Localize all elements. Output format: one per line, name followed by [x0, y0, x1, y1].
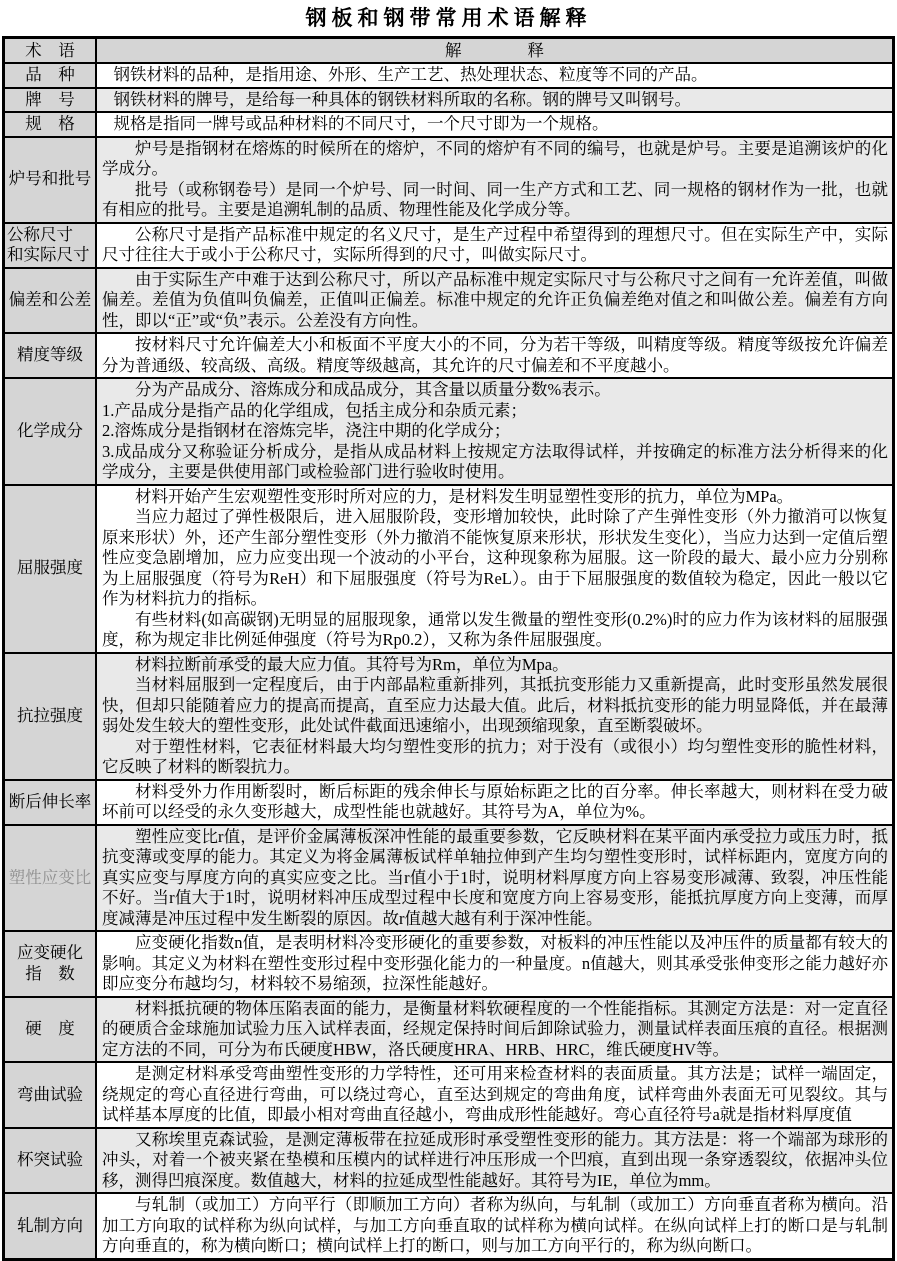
term-cell — [4, 63, 97, 88]
term-cell — [4, 378, 97, 485]
table-row — [4, 88, 894, 113]
term-line: 公称尺寸 — [7, 224, 73, 244]
table-row — [4, 653, 894, 780]
explanation-paragraph: 公称尺寸是指产品标准中规定的名义尺寸，是生产过程中希望得到的理想尺寸。但在实际生产中，实际尺寸往往大于或小于公称尺寸，实际所得到的尺寸，叫做实际尺寸。 — [102, 224, 888, 264]
term-line: 屈服强度 — [17, 558, 83, 578]
term-cell — [4, 485, 97, 653]
explanation-paragraph: 材料受外力作用断裂时，断后标距的残余伸长与原始标距之比的百分率。伸长率越大，则材料在受力破坏前可以经受的永久变形越大，成型性能也就越好。其符号为A，单位为%。 — [102, 781, 888, 821]
explanation-cell — [96, 1193, 894, 1259]
explanation-paragraph: 钢铁材料的牌号，是给每一种具体的钢铁材料所取的名称。钢的牌号又叫钢号。 — [113, 89, 692, 109]
document-page — [0, 5, 897, 1261]
explanation-paragraph: 应变硬化指数n值，是表明材料冷变形硬化的重要参数，对板料的冲压性能以及冲压件的质量都有较大的影响。其定义为材料在塑性变形过程中变形强化能力的一种量度。n值越大，则其承受张伸变形之能力越好亦即应变分布越均匀，材料较不易缩颈，拉深性能越好。 — [102, 933, 888, 993]
table-row — [4, 1193, 894, 1259]
term-line: 化学成分 — [17, 421, 83, 440]
explanation-paragraph: 批号（或称钢卷号）是同一个炉号、同一时间、同一生产方式和工艺、同一规格的钢材作为一批，也就有相应的批号。主要是追溯轧制的品质、物理性能及化学成分等。 — [102, 179, 888, 219]
explanation-paragraph: 钢铁材料的品种，是指用途、外形、生产工艺、热处理状态、粒度等不同的产品。 — [113, 65, 708, 84]
term-cell — [4, 223, 97, 268]
explanation-paragraph: 按材料尺寸允许偏差大小和板面不平度大小的不同，分为若干等级，叫精度等级。精度等级按允许偏差分为普通级、较高级、高级。精度等级越高，其允许的尺寸偏差和不平度越小。 — [102, 335, 888, 375]
explanation-cell — [96, 378, 894, 485]
explanation-paragraph: 又称埃里克森试验，是测定薄板带在拉延成形时承受塑性变形的能力。其方法是：将一个端部为球形的冲头，对着一个被夹紧在垫模和压模内的试样进行冲压形成一个凹痕，直到出现一条穿透裂纹，依据冲头位移，测得凹痕深度。数值越大，材料的拉延成型性能越好。其符号为IE，单位为mm。 — [102, 1129, 888, 1190]
explanation-paragraph: 2.溶炼成分是指钢材在溶炼完毕，浇注中期的化学成分； — [102, 421, 511, 440]
explanation-paragraph: 材料拉断前承受的最大应力值。其符号为Rm，单位为Mpa。 — [135, 654, 569, 674]
page-title: 钢板和钢带常用术语解释 — [305, 6, 592, 30]
table-row — [4, 378, 894, 485]
explanation-paragraph: 是测定材料承受弯曲塑性变形的力学特性，还可用来检查材料的表面质量。其方法是；试样一端固定，绕规定的弯心直径进行弯曲，可以绕过弯心，直至达到规定的弯曲角度，试样弯曲外表面无可见裂纹。其与试样基本厚度的比值，即最小相对弯曲直径越小，弯曲成形性能越好。弯心直径符号a就是指材料厚度值 — [102, 1064, 888, 1124]
term-cell — [4, 1062, 97, 1128]
header-row — [4, 38, 894, 64]
explanation-paragraph: 塑性应变比r值，是评价金属薄板深冲性能的最重要参数，它反映材料在某平面内承受拉力或压力时，抵抗变薄或变厚的能力。其定义为将金属薄板试样单轴拉伸到产生均匀塑性变形时，试样标距内，宽度方向的真实应变与厚度方向的真实应变之比。当r值小于1时，说明材料厚度方向上容易变形减薄、致裂，冲压性能不好。当r值大于1时，说明材料冲压成型过程中长度和宽度方向上容易变形，能抵抗厚度方向上变薄，而厚度减薄是冲压过程中发生断裂的原因。故r值越大越有利于深冲性能。 — [102, 826, 888, 928]
explanation-paragraph: 分为产品成分、溶炼成分和成品成分，其含量以质量分数%表示。 — [135, 380, 611, 399]
explanation-paragraph: 与轧制（或加工）方向平行（即顺加工方向）者称为纵向，与轧制（或加工）方向垂直者称为横向。沿加工方向取的试样称为纵向试样，与加工方向垂直取的试样称为横向试样。在纵向试样上打的断口是与轧制方向垂直的，称为横向断口；横向试样上打的断口，则与加工方向平行的，称为纵向断口。 — [102, 1195, 888, 1255]
term-cell — [4, 825, 97, 932]
term-cell — [4, 653, 97, 780]
explanation-cell — [96, 931, 894, 997]
table-row — [4, 1062, 894, 1128]
term-line: 抗拉强度 — [17, 705, 83, 725]
term-line: 应变硬化 — [17, 943, 83, 963]
explanation-cell — [96, 653, 894, 780]
table-row — [4, 137, 894, 223]
explanation-paragraph: 材料抵抗硬的物体压陷表面的能力，是衡量材料软硬程度的一个性能指标。其测定方法是：对一定直径的硬质合金球施加试验力压入试样表面，经规定保持时间后卸除试验力，测量试样表面压痕的直径。根据测定方法的不同，可分为布氏硬度HBW，洛氏硬度HRA、HRB、HRC，维氏硬度HV等。 — [102, 998, 888, 1059]
explanation-paragraph: 对于塑性材料，它表征材料最大均匀塑性变形的抗力；对于没有（或很小）均匀塑性变形的脆性材料，它反映了材料的断裂抗力。 — [102, 736, 888, 776]
term-cell — [4, 333, 97, 378]
term-line: 硬 度 — [25, 1019, 75, 1038]
explanation-cell — [96, 223, 894, 268]
term-line: 塑性应变比 — [8, 867, 92, 887]
term-line: 断后伸长率 — [8, 791, 92, 811]
term-line: 规 格 — [25, 114, 75, 133]
explanation-cell — [96, 1128, 894, 1194]
terms-table — [2, 36, 895, 1261]
explanation-cell — [96, 137, 894, 223]
term-cell — [4, 1128, 97, 1194]
term-line: 轧制方向 — [17, 1215, 83, 1235]
explanation-cell — [96, 825, 894, 932]
table-row — [4, 1128, 894, 1194]
term-cell — [4, 112, 97, 137]
explanation-paragraph: 当材料屈服到一定程度后，由于内部晶粒重新排列，其抵抗变形能力又重新提高，此时变形虽然发展很快，但却只能随着应力的提高而提高，直至应力达最大值。此后，材料抵抗变形的能力明显降低，并在最薄弱处发生较大的塑性变形，此处试件截面迅速缩小，出现颈缩现象，直至断裂破坏。 — [102, 675, 888, 735]
table-row — [4, 780, 894, 825]
explanation-cell — [96, 780, 894, 825]
term-cell — [4, 1193, 97, 1259]
explanation-cell — [96, 63, 894, 88]
explanation-paragraph: 由于实际生产中难于达到公称尺寸，所以产品标准中规定实际尺寸与公称尺寸之间有一允许差值，叫做偏差。差值为负值叫负偏差，正值叫正偏差。标准中规定的允许正负偏差绝对值之和叫做公差。偏差有方向性，即以“正”或“负”表示。公差没有方向性。 — [102, 269, 888, 330]
term-line: 牌 号 — [25, 89, 75, 109]
table-row — [4, 112, 894, 137]
explanation-cell — [96, 1062, 894, 1128]
explanation-cell — [96, 333, 894, 378]
explanation-cell — [96, 112, 894, 137]
term-line: 弯曲试验 — [17, 1084, 83, 1104]
table-row — [4, 223, 894, 268]
explanation-cell — [96, 268, 894, 334]
table-header — [4, 38, 894, 64]
explanation-paragraph: 材料开始产生宏观塑性变形时所对应的力，是材料发生明显塑性变形的抗力，单位为MPa。 — [135, 486, 794, 506]
table-row — [4, 825, 894, 932]
term-cell — [4, 268, 97, 334]
explanation-paragraph: 1.产品成分是指产品的化学组成，包括主成分和杂质元素； — [102, 400, 527, 420]
table-row — [4, 931, 894, 997]
explanation-cell — [96, 88, 894, 113]
term-line: 精度等级 — [17, 345, 83, 365]
term-cell — [4, 88, 97, 113]
explanation-cell — [96, 997, 894, 1063]
term-line: 杯突试验 — [17, 1150, 83, 1169]
term-cell — [4, 137, 97, 223]
table-row — [4, 268, 894, 334]
header-term-cell: 术 语 — [4, 38, 97, 64]
explanation-paragraph: 3.成品成分又称验证分析成分，是指从成品材料上按规定方法取得试样，并按确定的标准方法分析得来的化学成分，主要是供使用部门或检验部门进行验收时使用。 — [102, 441, 888, 481]
table-row — [4, 997, 894, 1063]
term-line: 指 数 — [25, 963, 75, 983]
term-cell — [4, 931, 97, 997]
explanation-paragraph: 炉号是指钢材在熔炼的时候所在的熔炉，不同的熔炉有不同的编号，也就是炉号。主要是追溯该炉的化学成分。 — [102, 138, 888, 178]
term-cell — [4, 780, 97, 825]
table-row — [4, 333, 894, 378]
explanation-cell — [96, 485, 894, 653]
explanation-paragraph: 有些材料(如高碳钢)无明显的屈服现象，通常以发生微量的塑性变形(0.2%)时的应力作为该材料的屈服强度，称为规定非比例延伸强度（符号为Rp0.2），又称为条件屈服强度。 — [102, 609, 888, 649]
explanation-paragraph: 规格是指同一牌号或品种材料的不同尺寸，一个尺寸即为一个规格。 — [113, 114, 609, 133]
term-line: 品 种 — [25, 65, 75, 84]
table-row — [4, 485, 894, 653]
header-explanation-cell: 解 释 — [96, 38, 894, 64]
term-line: 偏差和公差 — [8, 290, 92, 309]
term-line: 和实际尺寸 — [7, 245, 90, 264]
explanation-paragraph: 当应力超过了弹性极限后，进入屈服阶段，变形增加较快，此时除了产生弹性变形（外力撤消可以恢复原来形状）外，还产生部分塑性变形（外力撤消不能恢复原来形状，形状发生变化），当应力达到一定值后塑性应变急剧增加，应力应变出现一个波动的小平台，这种现象称为屈服。这一阶段的最大、最小应力分别称为上屈服强度（符号为ReH）和下屈服强度（符号为ReL）。由于下屈服强度的数值较为稳定，因此一般以它作为材料抗力的指标。 — [102, 507, 888, 608]
term-cell — [4, 997, 97, 1063]
table-row — [4, 63, 894, 88]
table-body — [4, 63, 894, 1259]
term-line: 炉号和批号 — [8, 169, 92, 189]
